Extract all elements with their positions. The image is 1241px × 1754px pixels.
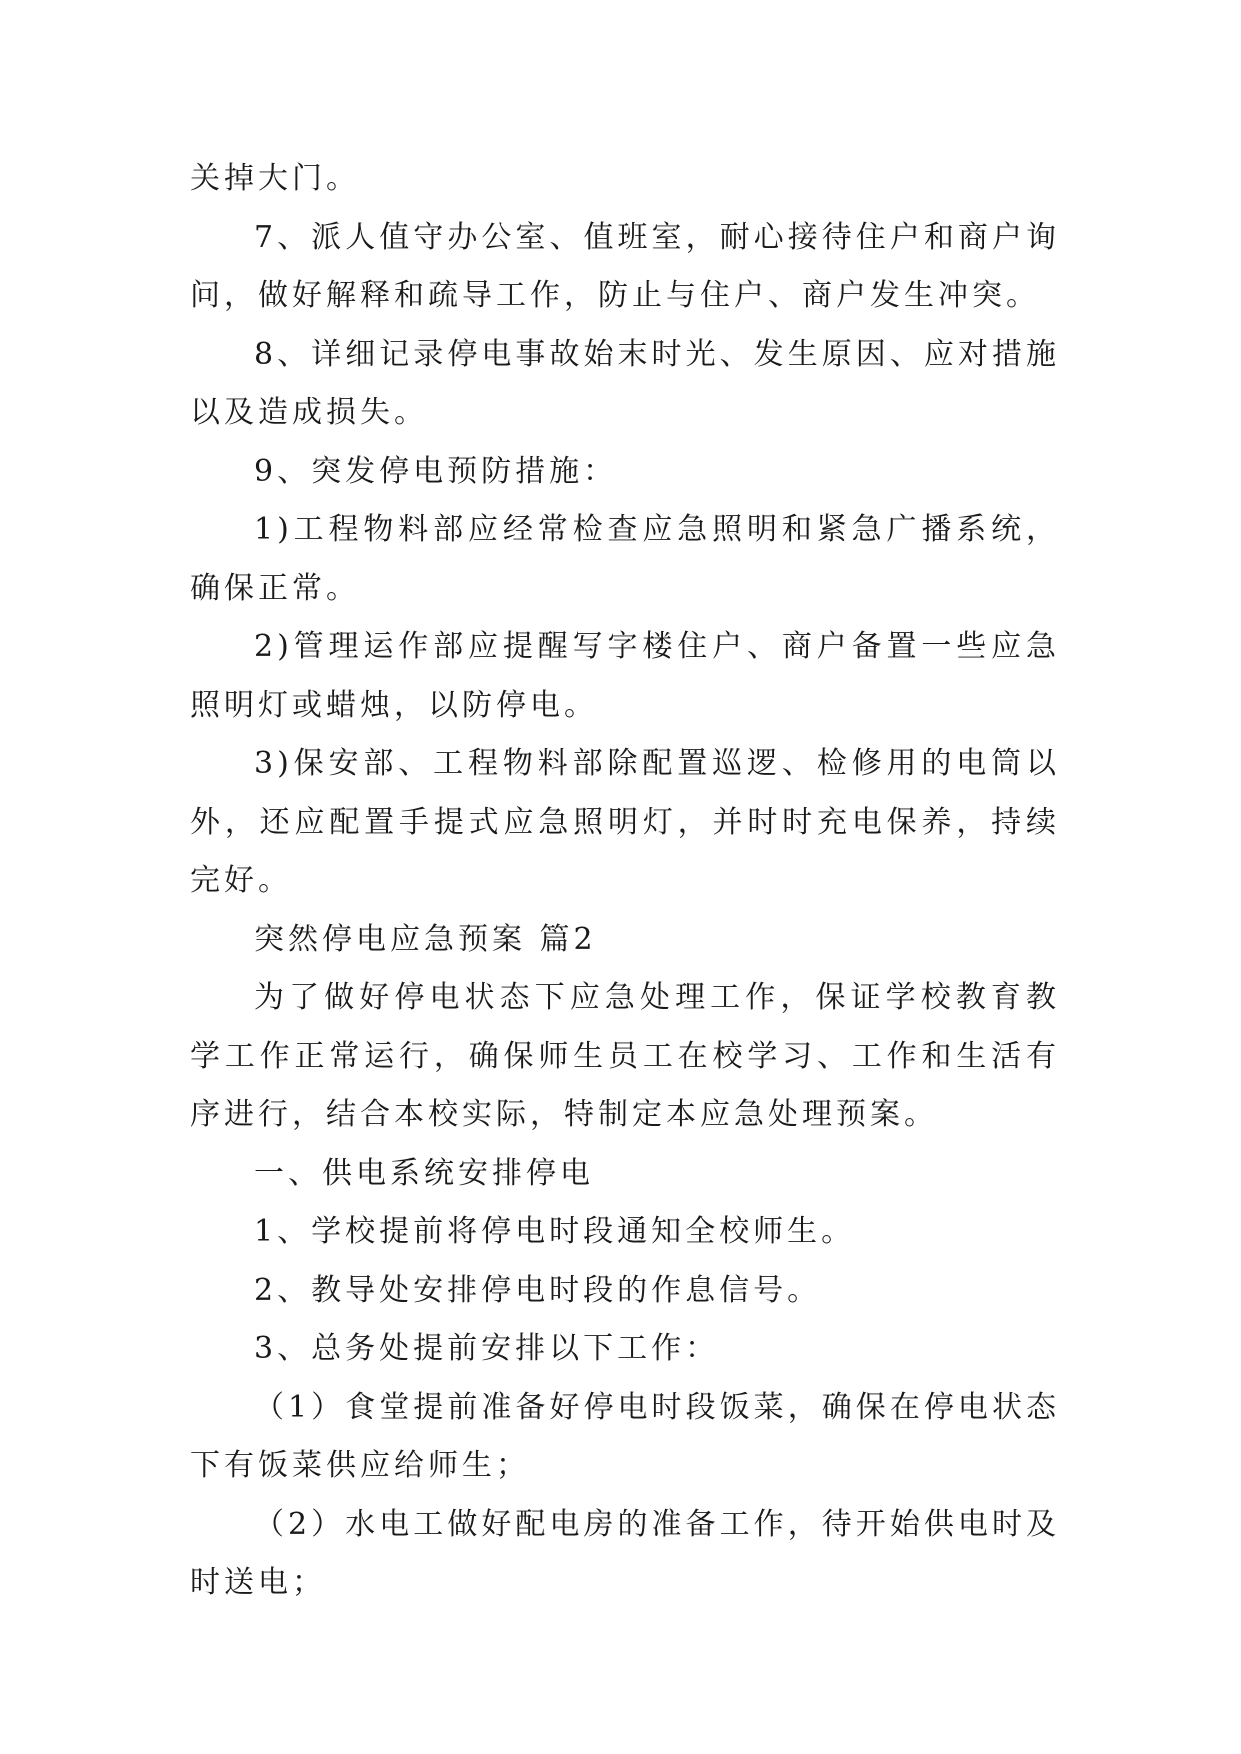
paragraph-3: 8、详细记录停电事故始末时光、发生原因、应对措施以及造成损失。: [190, 336, 1060, 430]
paragraph-11: 1、学校提前将停电时段通知全校师生。: [254, 1214, 856, 1249]
paragraph-5: 1)工程物料部应经常检查应急照明和紧急广播系统，确保正常。: [190, 512, 1060, 606]
paragraph-2: 7、派人值守办公室、值班室，耐心接待住户和商户询问，做好解释和疏导工作，防止与住户、商户发生冲突。: [190, 219, 1060, 313]
paragraph-4: 9、突发停电预防措施：: [254, 453, 618, 489]
paragraph-13: 3、总务处提前安排以下工作：: [254, 1331, 720, 1366]
paragraph-1: 关掉大门。: [190, 161, 360, 196]
paragraph-15: （2）水电工做好配电房的准备工作，待开始供电时及时送电；: [190, 1506, 1060, 1600]
paragraph-6: 2)管理运作部应提醒写字楼住户、商户备置一些应急照明灯或蜡烛，以防停电。: [190, 629, 1060, 723]
document-body: [190, 150, 1060, 1613]
section-heading: 突然停电应急预案 篇2: [254, 921, 597, 957]
subheading-1: 一、供电系统安排停电: [254, 1155, 594, 1191]
paragraph-9: 为了做好停电状态下应急处理工作，保证学校教育教学工作正常运行，确保师生员工在校学习、工作和生活有序进行，结合本校实际，特制定本应急处理预案。: [190, 980, 1060, 1132]
paragraph-12: 2、教导处安排停电时段的作息信号。: [254, 1272, 822, 1308]
paragraph-14: （1）食堂提前准备好停电时段饭菜，确保在停电状态下有饭菜供应给师生；: [190, 1389, 1060, 1483]
paragraph-7: 3)保安部、工程物料部除配置巡逻、检修用的电筒以外，还应配置手提式应急照明灯，并时时充电保养，持续完好。: [190, 746, 1060, 898]
